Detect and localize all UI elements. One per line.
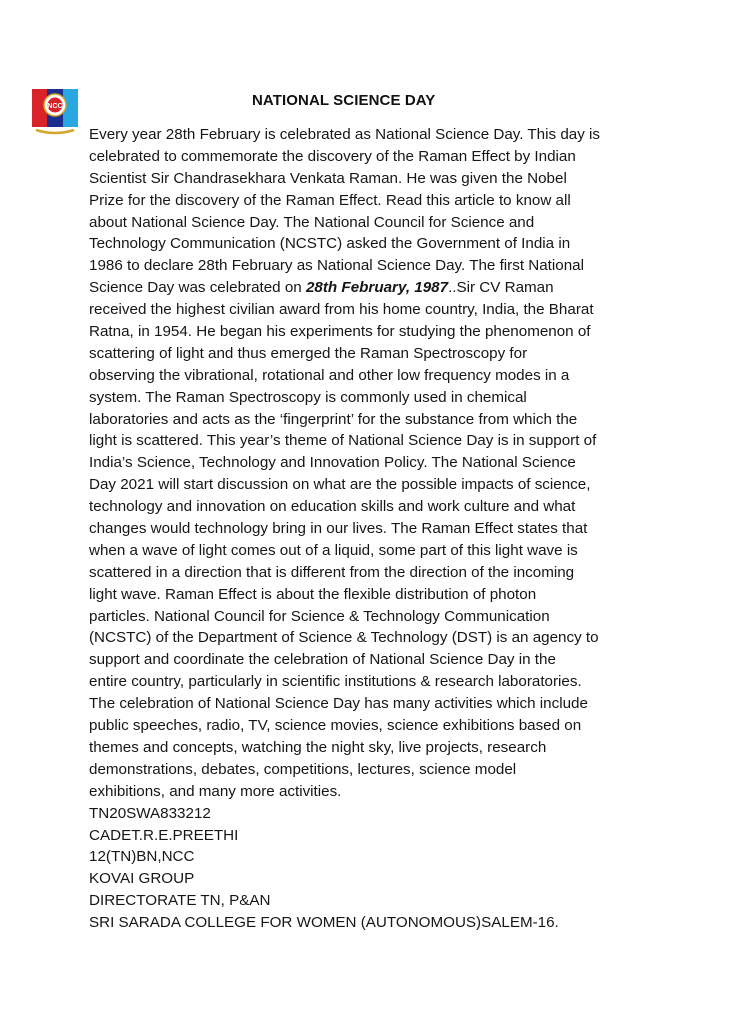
paragraph-line: Technology Communication (NCSTC) asked the Government of India in: [89, 235, 571, 253]
group-name: KOVAI GROUP: [89, 870, 195, 888]
paragraph-line: observing the vibrational, rotational and other low frequency modes in a: [89, 366, 570, 384]
svg-text:NCC: NCC: [47, 103, 63, 110]
ncc-logo: [28, 87, 82, 135]
line-text: ..Sir CV Raman: [448, 279, 554, 297]
paragraph-line: public speeches, radio, TV, science movies, science exhibitions based on: [89, 717, 582, 735]
cadet-name: CADET.R.E.PREETHI: [89, 826, 239, 844]
paragraph-line: scattered in a direction that is different from the direction of the incoming: [89, 563, 575, 581]
paragraph-line: 1986 to declare 28th February as National Science Day. The first National: [89, 257, 584, 275]
paragraph-line: received the highest civilian award from his home country, India, the Bharat: [89, 301, 594, 319]
paragraph-line: Ratna, in 1954. He began his experiments for studying the phenomenon of: [89, 323, 591, 341]
paragraph-line: entire country, particularly in scientific institutions & research laboratories.: [89, 673, 582, 691]
paragraph-line: Prize for the discovery of the Raman Effect. Read this article to know all: [89, 191, 571, 209]
paragraph-line: technology and innovation on education skills and work culture and what: [89, 498, 576, 516]
line-text: Science Day was celebrated on: [89, 279, 306, 297]
paragraph-line: exhibitions, and many more activities.: [89, 782, 342, 800]
paragraph-line: demonstrations, debates, competitions, lectures, science model: [89, 760, 517, 778]
paragraph-line: scattering of light and thus emerged the Raman Spectroscopy for: [89, 344, 528, 362]
paragraph-line: light is scattered. This year’s theme of National Science Day is in support of: [89, 432, 597, 450]
paragraph-line: celebrated to commemorate the discovery of the Raman Effect by Indian: [89, 147, 576, 165]
paragraph-line: Scientist Sir Chandrasekhara Venkata Raman. He was given the Nobel: [89, 169, 567, 187]
paragraph-line: India’s Science, Technology and Innovation Policy. The National Science: [89, 454, 576, 472]
paragraph-line: system. The Raman Spectroscopy is commonly used in chemical: [89, 388, 527, 406]
document-title: NATIONAL SCIENCE DAY: [252, 92, 436, 109]
paragraph-line: Day 2021 will start discussion on what are the possible impacts of science,: [89, 476, 591, 494]
paragraph-line: laboratories and acts as the ‘fingerprint’ for the substance from which the: [89, 410, 578, 428]
directorate: DIRECTORATE TN, P&AN: [89, 892, 271, 910]
paragraph-line: when a wave of light comes out of a liquid, some part of this light wave is: [89, 541, 578, 559]
paragraph-line: changes would technology bring in our lives. The Raman Effect states that: [89, 520, 588, 538]
article-body: [89, 124, 649, 934]
paragraph-line: The celebration of National Science Day has many activities which include: [89, 695, 588, 713]
paragraph-line: Every year 28th February is celebrated as National Science Day. This day is: [89, 126, 600, 143]
celebration-date: 28th February, 1987: [305, 279, 449, 297]
paragraph-line: themes and concepts, watching the night sky, live projects, research: [89, 738, 547, 756]
paragraph-line: support and coordinate the celebration of National Science Day in the: [89, 651, 556, 669]
paragraph-line: (NCSTC) of the Department of Science & Technology (DST) is an agency to: [89, 629, 599, 647]
paragraph-line-date: [89, 277, 649, 299]
paragraph-line: light wave. Raman Effect is about the flexible distribution of photon: [89, 585, 537, 603]
paragraph-line: particles. National Council for Science & Technology Communication: [89, 607, 550, 625]
cadet-id: TN20SWA833212: [89, 804, 211, 822]
college-name: SRI SARADA COLLEGE FOR WOMEN (AUTONOMOUS)SALEM-16.: [89, 914, 559, 932]
battalion: 12(TN)BN,NCC: [89, 848, 195, 866]
paragraph-line: about National Science Day. The National Council for Science and: [89, 213, 535, 231]
